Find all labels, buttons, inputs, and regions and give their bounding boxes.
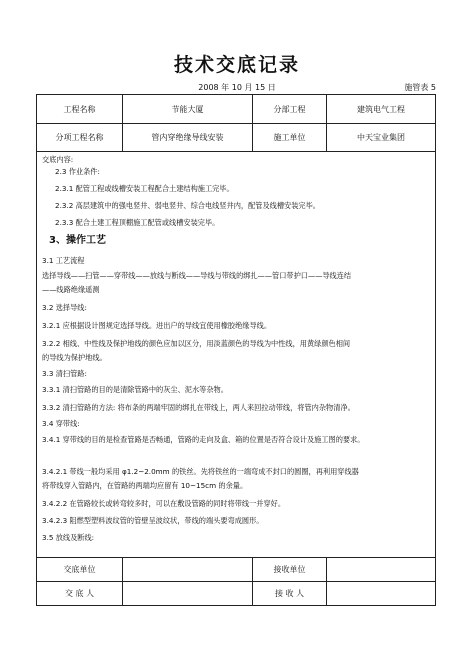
- content-line: 将带线穿入管路内，在管路的两端均应留有 10~15cm 的余量。: [42, 481, 248, 490]
- document-date: 2008 年 10 月 15 日: [198, 83, 276, 92]
- value-project-name: 节能大厦: [123, 95, 253, 123]
- info-row-subitem: [37, 123, 435, 152]
- value-construction-unit: 中天宝业集团: [357, 132, 405, 142]
- document-title: 技术交底记录: [173, 54, 300, 76]
- content-line: 3.4 穿带线:: [42, 419, 80, 428]
- label-construction-unit: 施工单位: [253, 123, 327, 151]
- value-receiver[interactable]: [327, 581, 435, 605]
- value-receive-unit[interactable]: [327, 557, 435, 581]
- content-line: 3.5 放线及断线:: [42, 533, 95, 542]
- value-discloser[interactable]: [123, 581, 253, 605]
- disclosure-content: [37, 151, 435, 558]
- value-disclose-unit[interactable]: [123, 557, 253, 581]
- info-row-project: [37, 95, 435, 124]
- content-line: 2.3.3 配合土建工程顶棚施工配管或线槽安装完毕。: [55, 218, 220, 227]
- content-heading: 交底内容:: [42, 155, 74, 164]
- content-line: 选择导线——扫管——穿带线——放线与断线——导线与带线的绑扎——管口带护口——导线连结: [42, 271, 352, 280]
- value-subitem-name: 管内穿绝缘导线安装: [123, 123, 253, 151]
- section-heading: 3、操作工艺: [49, 235, 106, 246]
- content-line: 的导线为保护地线。: [42, 353, 107, 362]
- content-line: 3.4.2.1 带线一般均采用 φ1.2~2.0mm 的铁丝。先将铁丝的一端弯成不封口的圆圈，再利用穿线器: [42, 467, 359, 476]
- label-project-name: 工程名称: [37, 95, 123, 123]
- content-line: ——线路绝缘遥测: [42, 285, 100, 294]
- value-division: 建筑电气工程: [357, 104, 405, 114]
- form-number: 施管表 5: [404, 83, 436, 92]
- content-line: 2.3 作业条件:: [55, 167, 100, 176]
- label-division: 分部工程: [253, 95, 327, 123]
- content-line: 3.4.2.3 阻燃型塑料波纹管的管壁呈波纹状，带线的端头要弯成圆形。: [42, 516, 264, 525]
- content-line: 3.1 工艺流程: [42, 256, 85, 265]
- label-receive-unit: 接收单位: [253, 557, 327, 581]
- signature-row-units: [37, 557, 435, 582]
- label-receiver: 接 收 人: [253, 581, 327, 605]
- content-line: 3.3.1 清扫管路的目的是清除管路中的灰尘、泥水等杂物。: [42, 385, 228, 394]
- label-discloser: 交 底 人: [37, 581, 123, 605]
- label-disclose-unit: 交底单位: [37, 557, 123, 581]
- content-line: 3.2.1 应根据设计图规定选择导线。进出户的导线宜使用橡胶绝缘导线。: [42, 321, 272, 330]
- content-line: 3.4.2.2 在管路较长或转弯较多时，可以在敷设管路的同时将带线一并穿好。: [42, 499, 286, 508]
- content-line: 3.3.2 清扫管路的方法: 将布条的两端牢固的绑扎在带线上，两人来回拉动带线，将管内杂物清净。: [42, 403, 355, 412]
- content-line: 2.3.1 配管工程或线槽安装工程配合土建结构施工完毕。: [55, 184, 234, 193]
- content-line: 3.2 选择导线:: [42, 303, 87, 312]
- label-subitem-name: 分项工程名称: [37, 123, 123, 151]
- content-line: 3.2.2 相线、中性线及保护地线的颜色应加以区分，用淡蓝颜色的导线为中性线，用黄绿颜色相间: [42, 339, 351, 348]
- content-line: 2.3.2 高层建筑中的强电竖井、弱电竖井、综合电线竖井内，配管及线槽安装完毕。: [55, 201, 320, 210]
- disclosure-form: [36, 94, 436, 606]
- signature-row-persons: [37, 581, 435, 605]
- content-line: 3.4.1 穿带线的目的是检查管路是否畅通，管路的走向及盒、箱的位置是否符合设计及施工图的要求。: [42, 435, 365, 444]
- content-line: 3.3 清扫管路:: [42, 369, 87, 378]
